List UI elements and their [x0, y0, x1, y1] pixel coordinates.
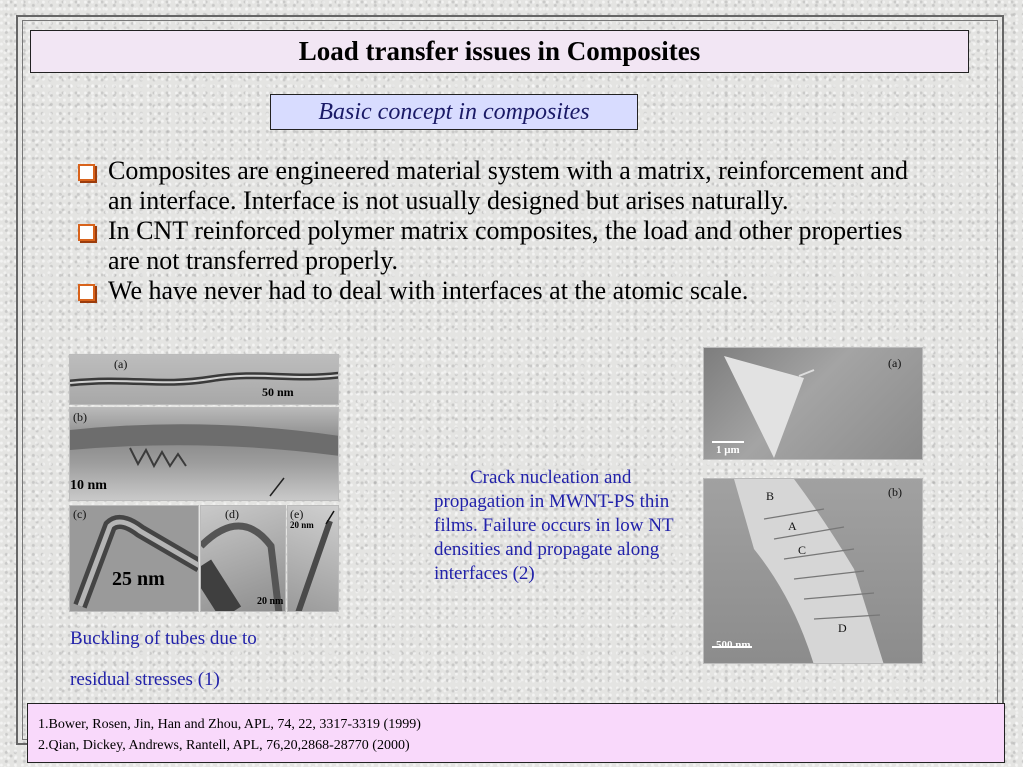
left-figure-caption [70, 625, 330, 707]
scale-bar-label: 500 nm [716, 639, 751, 651]
scale-bar-label: 20 nm [290, 520, 314, 530]
micrograph-panel-b [69, 407, 339, 501]
panel-label-b: (b) [888, 485, 902, 499]
panel-label-e: (e) [290, 507, 304, 521]
micrograph-panel-a [703, 347, 923, 460]
bullet-item [76, 216, 926, 276]
panel-label-d: (d) [225, 507, 239, 521]
bullet-item [76, 156, 926, 216]
scale-bar-label: 1 μm [716, 444, 740, 456]
right-figure-caption: Crack nucleation and propagation in MWNT-PS thin films. Failure occurs in low NT densities and propagate along interfaces (2) [434, 467, 674, 584]
slide-title-text: Load transfer issues in Composites [298, 36, 701, 66]
scale-bar-label: 50 nm [262, 385, 294, 399]
nanotube-image [70, 355, 339, 405]
reference-item: 1.Bower, Rosen, Jin, Han and Zhou, APL, 74, 22, 3317-3319 (1999) [38, 717, 421, 732]
panel-label-c: (c) [73, 507, 87, 521]
crack-marker: D [838, 621, 847, 635]
scale-bar-label: 25 nm [112, 568, 165, 590]
micrograph-panel-e [287, 505, 339, 612]
hollow-square-bullet-icon [78, 164, 95, 181]
scale-bar-label: 20 nm [257, 596, 284, 607]
slide-title [30, 30, 969, 73]
scale-bar-label: 10 nm [70, 478, 107, 493]
bullet-list [76, 156, 926, 306]
hollow-square-bullet-icon [78, 284, 95, 301]
bullet-item [76, 276, 926, 306]
reference-item: 2.Qian, Dickey, Andrews, Rantell, APL, 76,20,2868-28770 (2000) [38, 738, 410, 753]
panel-label-a: (a) [888, 356, 902, 370]
panel-label-b: (b) [73, 410, 87, 424]
caption-line: Buckling of tubes due to [70, 628, 257, 649]
crack-image [704, 479, 923, 664]
bullet-text: Composites are engineered material system with a matrix, reinforcement and an interface. Interface is not usually designed but arises naturally. [108, 156, 908, 215]
micrograph-panel-d [200, 505, 286, 612]
crack-marker: C [798, 543, 807, 557]
bullet-text: In CNT reinforced polymer matrix composites, the load and other properties are not transferred properly. [108, 216, 903, 275]
caption-line: residual stresses (1) [70, 669, 220, 690]
references-box [27, 703, 1005, 763]
nanotube-image [70, 506, 199, 612]
slide-subtitle [270, 94, 638, 130]
micrograph-panel-c [69, 505, 199, 612]
slide-subtitle-text: Basic concept in composites [318, 98, 590, 125]
micrograph-panel-a [69, 354, 339, 405]
crack-marker: B [766, 489, 775, 503]
bullet-text: We have never had to deal with interfaces at the atomic scale. [108, 276, 749, 305]
hollow-square-bullet-icon [78, 224, 95, 241]
panel-label-a: (a) [114, 357, 128, 371]
nanotube-image [70, 408, 339, 501]
micrograph-panel-b [703, 478, 923, 664]
crack-marker: A [788, 519, 797, 533]
